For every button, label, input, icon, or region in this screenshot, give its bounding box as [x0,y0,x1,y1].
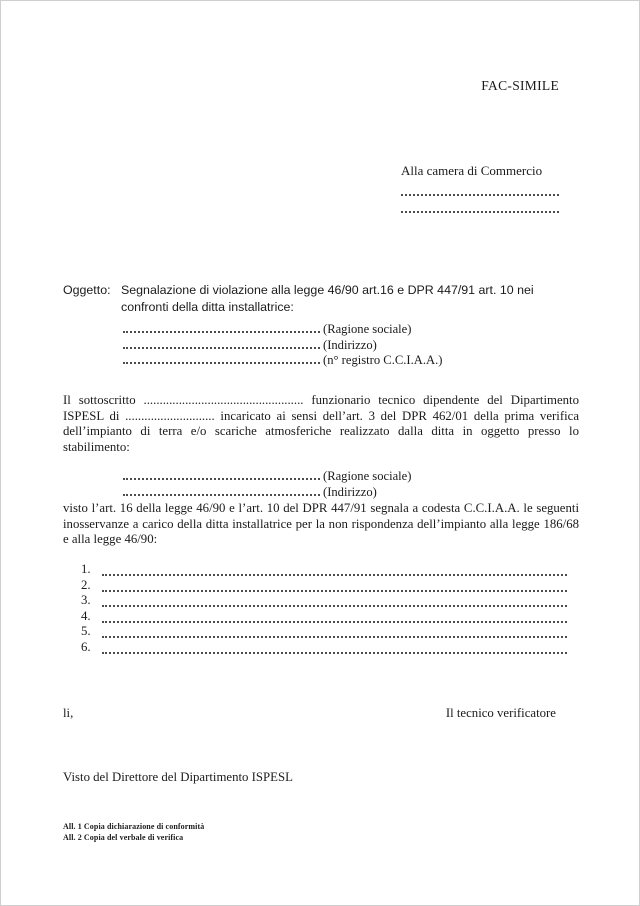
field-label: (n° registro C.C.I.A.A.) [323,353,443,367]
notice-paragraph: visto l’art. 16 della legge 46/90 e l’art. 10 del DPR 447/91 segnala a codesta C.C.I.A.A. le seguenti inosservanze a carico della ditta installatrice per la non rispondenza dell’impianto alla legge 186/68 e alla legge 46/90: [63,501,579,546]
field-label: (Indirizzo) [323,337,377,352]
attachment-line: All. 2 Copia del verbale di verifica [63,832,184,842]
field-row-indirizzo [123,483,411,499]
field-label: (Indirizzo) [323,484,377,499]
facsimile-watermark: FAC-SIMILE [481,78,559,93]
verifier-signature-label: Il tecnico verificatore [445,706,556,720]
violation-fill-line [102,640,567,654]
violation-number: 3. [81,593,91,608]
violations-list [81,562,567,656]
recipient-block [401,163,559,213]
violation-number: 2. [81,577,91,592]
declaration-paragraph: Il sottoscritto .................................................. funzionario tecnico dipendente del Dipartimento ISPESL di ............................ incaricato ai sensi dell’art. 3 del DPR 462/01 della prima verifica dell’impianto di terra e/o scariche atmosferiche realizzato dalla ditta in oggetto presso lo stabilimento: [63,393,579,454]
violation-fill-line [102,593,567,607]
violation-number: 6. [81,639,91,654]
violation-number: 4. [81,608,91,623]
violation-item [81,624,567,640]
violation-number: 5. [81,624,91,639]
fill-in-line [123,467,320,480]
subject-label: Oggetto: [63,283,111,297]
field-row-registro-cciaa [123,351,442,367]
field-label: (Ragione sociale) [323,469,412,483]
violation-item [81,578,567,594]
field-row-indirizzo [123,336,442,352]
recipient-fill-line [401,179,559,196]
field-row-ragione-sociale [123,467,411,483]
recipient-title: Alla camera di Commercio [401,163,543,178]
violation-item [81,640,567,656]
violation-number: 1. [81,562,91,576]
fill-in-line [123,320,320,333]
fill-in-line [123,336,320,349]
recipient-fill-line [401,196,559,213]
establishment-fields [123,467,411,498]
director-approval-label: Visto del Direttore del Dipartimento ISPESL [63,770,293,784]
violation-fill-line [102,578,567,592]
violation-item [81,562,567,578]
violation-item [81,609,567,625]
field-label: (Ragione sociale) [323,322,412,336]
violation-item [81,593,567,609]
date-place-label: li, [63,706,74,720]
attachment-line: All. 1 Copia dichiarazione di conformità [63,822,205,831]
attachments-block [63,822,204,843]
violation-fill-line [102,624,567,638]
installer-fields [123,320,442,367]
violation-fill-line [102,609,567,623]
signature-row [63,706,556,721]
fill-in-line [123,351,320,364]
field-row-ragione-sociale [123,320,442,336]
subject-block [63,282,581,315]
subject-text: Segnalazione di violazione alla legge 46/90 art.16 e DPR 447/91 art. 10 nei confronti della ditta installatrice: [121,283,534,314]
fill-in-line [123,483,320,496]
violation-fill-line [102,562,567,576]
